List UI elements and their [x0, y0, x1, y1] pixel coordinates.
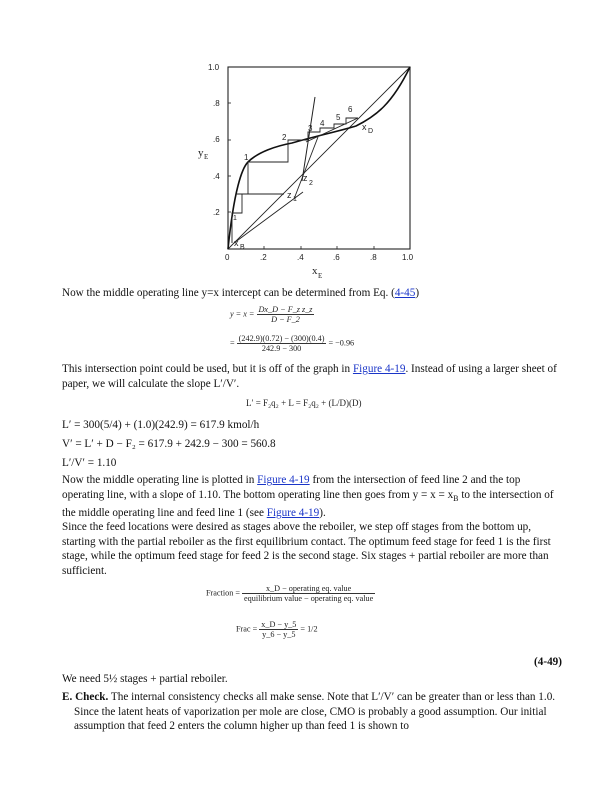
text-span: )	[415, 287, 420, 299]
x-tick: .6	[333, 253, 340, 262]
eq-denominator: y_6 − y_5	[262, 630, 296, 639]
text-span: . Instead of using a larger sheet of paper, we will calculate the slope L′/V′.	[62, 363, 557, 390]
top-operating-line	[306, 118, 358, 142]
y-tick: .8	[213, 99, 220, 108]
text-span: L′/V′ = 1.10	[62, 457, 117, 469]
stage-label: 3	[308, 124, 313, 133]
y-axis-label: y	[198, 147, 204, 159]
eq-numerator: x_D − operating eq. value	[242, 584, 375, 594]
text-span: Now the middle operating line y=x intercept can be determined from Eq. (	[62, 287, 395, 299]
equation-number: (4-49)	[534, 656, 562, 668]
equation-frac-value	[236, 620, 318, 639]
eq-lhs: Frac =	[236, 624, 258, 634]
stage-label: 6	[348, 105, 353, 114]
z2-label: z	[303, 173, 308, 183]
stage-label-bottom: 1	[233, 215, 237, 222]
text-span: We need 5½ stages + partial reboiler.	[62, 673, 228, 685]
x-tick: .2	[260, 253, 267, 262]
line-l-prime	[62, 418, 562, 433]
y-axis-label-sub: E	[204, 153, 209, 161]
eq-numerator: x_D − y_5	[261, 620, 297, 629]
stage-label: 4	[320, 119, 325, 128]
z1-label-sub: 1	[293, 196, 297, 203]
y-tick: .2	[213, 208, 220, 217]
xb-label-sub: B	[240, 244, 245, 251]
para-stages-needed	[62, 672, 562, 687]
x-tick: .4	[297, 253, 304, 262]
eq-denominator: D − F_2	[271, 315, 300, 324]
z1-label: z	[287, 190, 292, 200]
middle-operating-line	[294, 137, 318, 199]
equation-fraction-def	[206, 584, 375, 603]
stage-label: 5	[336, 113, 341, 122]
eq-denominator: equilibrium value − operating eq. value	[244, 594, 374, 603]
eq-fraction	[259, 620, 298, 639]
text-span: Now the middle operating line is plotted in	[62, 474, 258, 486]
figure-4-19-link[interactable]: Figure 4-19	[257, 474, 310, 486]
text-span: Since the feed locations were desired as stages above the reboiler, we step off stages from the bottom up, starting with the partial reboiler as the first equilibrium contact. The optimum feed stage for feed 1 is the first stage, while the optimum feed stage for feed 2 is the second stage. Six stages + partial reboiler are more than sufficient.	[62, 521, 551, 577]
para-middle-line-plot	[62, 473, 562, 521]
diagonal-line	[228, 67, 410, 249]
stage-steps	[232, 118, 358, 243]
eq-lhs: y = x =	[230, 309, 255, 319]
stage-label: 1	[244, 153, 249, 162]
text-span: V′ = L′ + D − F₂ = 617.9 + 242.9 − 300 = 560.8	[62, 438, 276, 450]
y-tick: .4	[213, 172, 220, 181]
xb-label: x	[234, 238, 239, 248]
subscript: B	[453, 493, 459, 503]
para-middle-operating-line	[62, 286, 562, 301]
y-tick: .6	[213, 135, 220, 144]
figure-4-19-link[interactable]: Figure 4-19	[352, 363, 406, 375]
x-tick: 1.0	[402, 253, 414, 262]
x-axis-label-sub: E	[318, 272, 323, 280]
line-v-prime	[62, 437, 562, 452]
x-axis-label: x	[312, 265, 318, 277]
x-tick: 0	[225, 253, 230, 262]
line-ratio	[62, 456, 562, 471]
eq-lhs: =	[230, 338, 235, 348]
eq-denominator: 242.9 − 300	[261, 344, 302, 353]
section-heading: Check.	[75, 691, 109, 703]
xd-label-sub: D	[368, 128, 374, 135]
x-tick: .8	[370, 253, 377, 262]
eq-result: = 1/2	[300, 624, 318, 634]
eq-numerator: Dx_D − F_z z_z	[258, 305, 313, 314]
para-feed-locations	[62, 520, 562, 578]
stage-label: 2	[282, 133, 287, 142]
eq-4-45-link[interactable]: 4-45	[394, 287, 416, 299]
y-tick: 1.0	[208, 63, 220, 72]
eq-fraction	[242, 584, 375, 603]
para-check	[62, 690, 564, 734]
xd-label: x	[362, 122, 367, 132]
eq-fraction	[257, 305, 315, 324]
figure-4-19-link[interactable]: Figure 4-19	[266, 507, 320, 520]
text-span: The internal consistency checks all make sense. Note that L′/V′ can be greater than or less than 1.0. Since the latent heats of vaporization per mole are close, CMO is probably a good assumption. Our initial assumption that feed 2 enters the column higher up than feed 1 is shown to	[74, 691, 556, 733]
eq-text: L′ = F₂q₂ + L = F₂q₂ + (L/D)(D)	[246, 398, 362, 408]
text-span: to the intersection of the middle operating line and feed line 1 (see	[62, 488, 554, 520]
z2-label-sub: 2	[309, 180, 313, 187]
eq-fraction	[237, 334, 327, 353]
mccabe-thiele-figure	[196, 60, 426, 285]
eq-lhs: Fraction =	[206, 588, 240, 598]
text-span: ).	[319, 507, 326, 520]
equation-numeric	[230, 334, 354, 353]
equation-l-prime	[246, 398, 361, 408]
para-intersection-point	[62, 362, 562, 391]
text-span: from the intersection of feed line 2 and the top operating line, with a slope of 1.10. The bottom operating line then goes from y = x = x	[62, 474, 521, 501]
eq-result: = −0.96	[328, 338, 355, 348]
eq-numerator: (242.9)(0.72) − (300)(0.4)	[238, 334, 325, 343]
equation-y-intercept	[230, 305, 314, 324]
text-span: L′ = 300(5/4) + (1.0)(242.9) = 617.9 kmol/h	[62, 419, 260, 431]
section-label: E.	[62, 691, 73, 703]
text-span: This intersection point could be used, but it is off of the graph in	[62, 363, 353, 375]
